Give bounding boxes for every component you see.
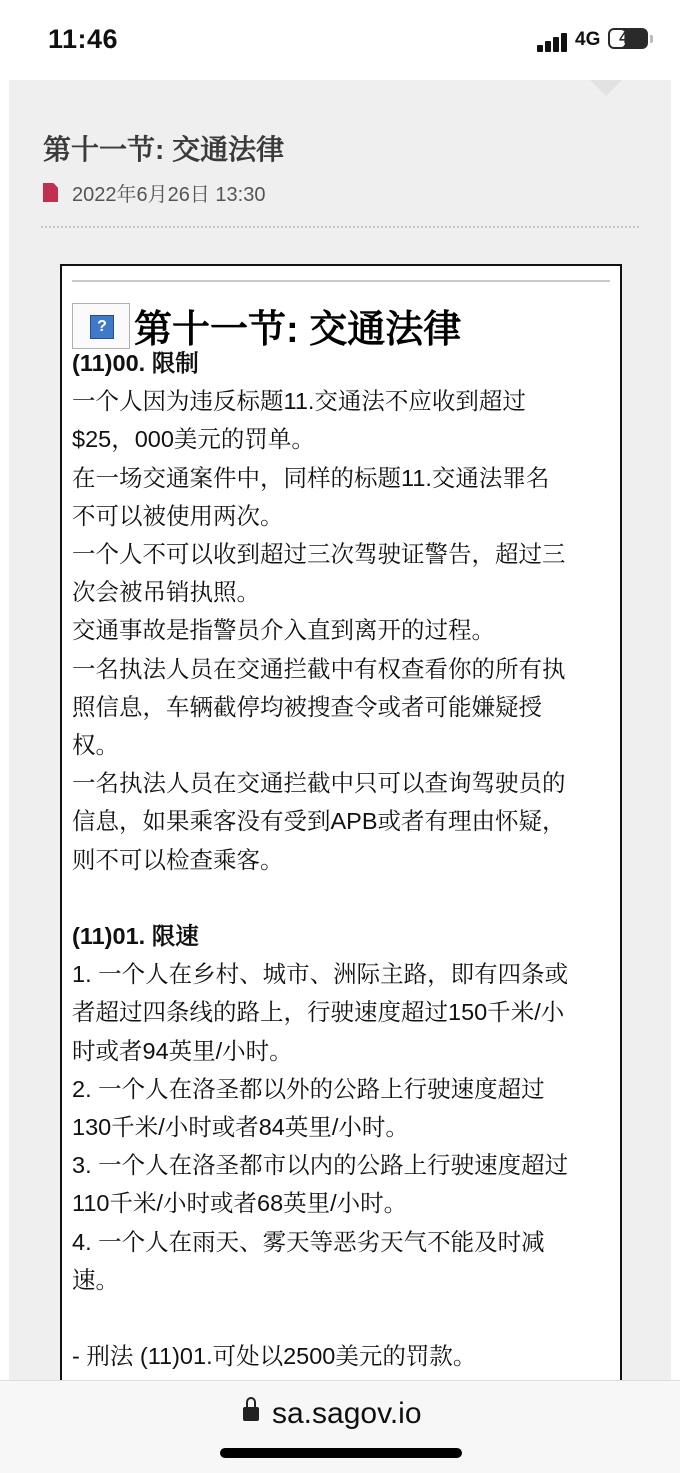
article-line: 速。 bbox=[72, 1266, 119, 1293]
article-line: 者超过四条线的路上，行驶速度超过150千米/小 bbox=[72, 999, 565, 1026]
article-line: 不可以被使用两次。 bbox=[72, 502, 284, 529]
page-notch bbox=[590, 80, 622, 96]
divider bbox=[41, 226, 639, 228]
article-line: 一名执法人员在交通拦截中有权查看你的所有执 bbox=[72, 655, 566, 682]
article-line: 一名执法人员在交通拦截中只可以查询驾驶员的 bbox=[72, 770, 566, 797]
blank-line bbox=[72, 879, 617, 917]
article-line: 则不可以检查乘客。 bbox=[72, 846, 284, 873]
article-line: 130千米/小时或者84英里/小时。 bbox=[72, 1114, 409, 1141]
section-subheading: (11)00. 限制 bbox=[72, 350, 199, 376]
article-line: 4. 一个人在雨天、雾天等恶劣天气不能及时减 bbox=[72, 1228, 545, 1255]
article-body bbox=[72, 344, 617, 1375]
article-line: 一个人不可以收到超过三次驾驶证警告，超过三 bbox=[72, 541, 566, 568]
article-line: 1. 一个人在乡村、城市、洲际主路，即有四条或 bbox=[72, 961, 569, 988]
post-title: 第十一节: 交通法律 bbox=[43, 134, 285, 165]
status-time: 11:46 bbox=[48, 24, 119, 54]
home-indicator[interactable] bbox=[220, 1448, 462, 1458]
article-line: 2. 一个人在洛圣都以外的公路上行驶速度超过 bbox=[72, 1075, 545, 1102]
article-line: 次会被吊销执照。 bbox=[72, 579, 260, 606]
post-date: 2022年6月26日 13:30 bbox=[72, 184, 266, 206]
lock-icon bbox=[243, 1407, 259, 1421]
article-line: 3. 一个人在洛圣都市以内的公路上行驶速度超过 bbox=[72, 1152, 569, 1179]
article-line: 110千米/小时或者68英里/小时。 bbox=[72, 1190, 408, 1217]
article-line: 时或者94英里/小时。 bbox=[72, 1037, 293, 1064]
document-icon bbox=[43, 183, 58, 202]
section-subheading: (11)01. 限速 bbox=[72, 923, 199, 950]
article-box bbox=[60, 264, 622, 1390]
article-line: 在一场交通案件中，同样的标题11.交通法罪名 bbox=[72, 464, 550, 491]
article-line: $25，000美元的罚单。 bbox=[72, 426, 315, 453]
image-placeholder-glyph: ? bbox=[90, 315, 114, 339]
article-rule bbox=[72, 280, 610, 282]
article-line: 照信息，车辆截停均被搜查令或者可能嫌疑授 bbox=[72, 693, 542, 720]
article-line: 一个人因为违反标题11.交通法不应收到超过 bbox=[72, 388, 526, 415]
battery-cap bbox=[650, 35, 653, 43]
battery-percent: 43 bbox=[619, 30, 637, 47]
article-line: 权。 bbox=[72, 732, 119, 759]
battery-icon bbox=[608, 28, 648, 49]
article-line: - 刑法 (11)01.可处以2500美元的罚款。 bbox=[72, 1343, 477, 1370]
post-meta bbox=[43, 178, 265, 207]
blank-line bbox=[72, 1299, 617, 1337]
url-text[interactable]: sa.sagov.io bbox=[272, 1397, 422, 1430]
page-content[interactable] bbox=[9, 80, 671, 1390]
article-line: 交通事故是指警员介入直到离开的过程。 bbox=[72, 617, 495, 644]
status-bar bbox=[0, 0, 680, 80]
article-line: 信息，如果乘客没有受到APB或者有理由怀疑， bbox=[72, 808, 566, 835]
article-heading: 第十一节: 交通法律 bbox=[134, 309, 462, 351]
signal-icon bbox=[537, 32, 571, 52]
broken-image-icon[interactable] bbox=[72, 303, 130, 349]
address-bar[interactable] bbox=[0, 1380, 680, 1473]
network-type: 4G bbox=[575, 29, 601, 50]
